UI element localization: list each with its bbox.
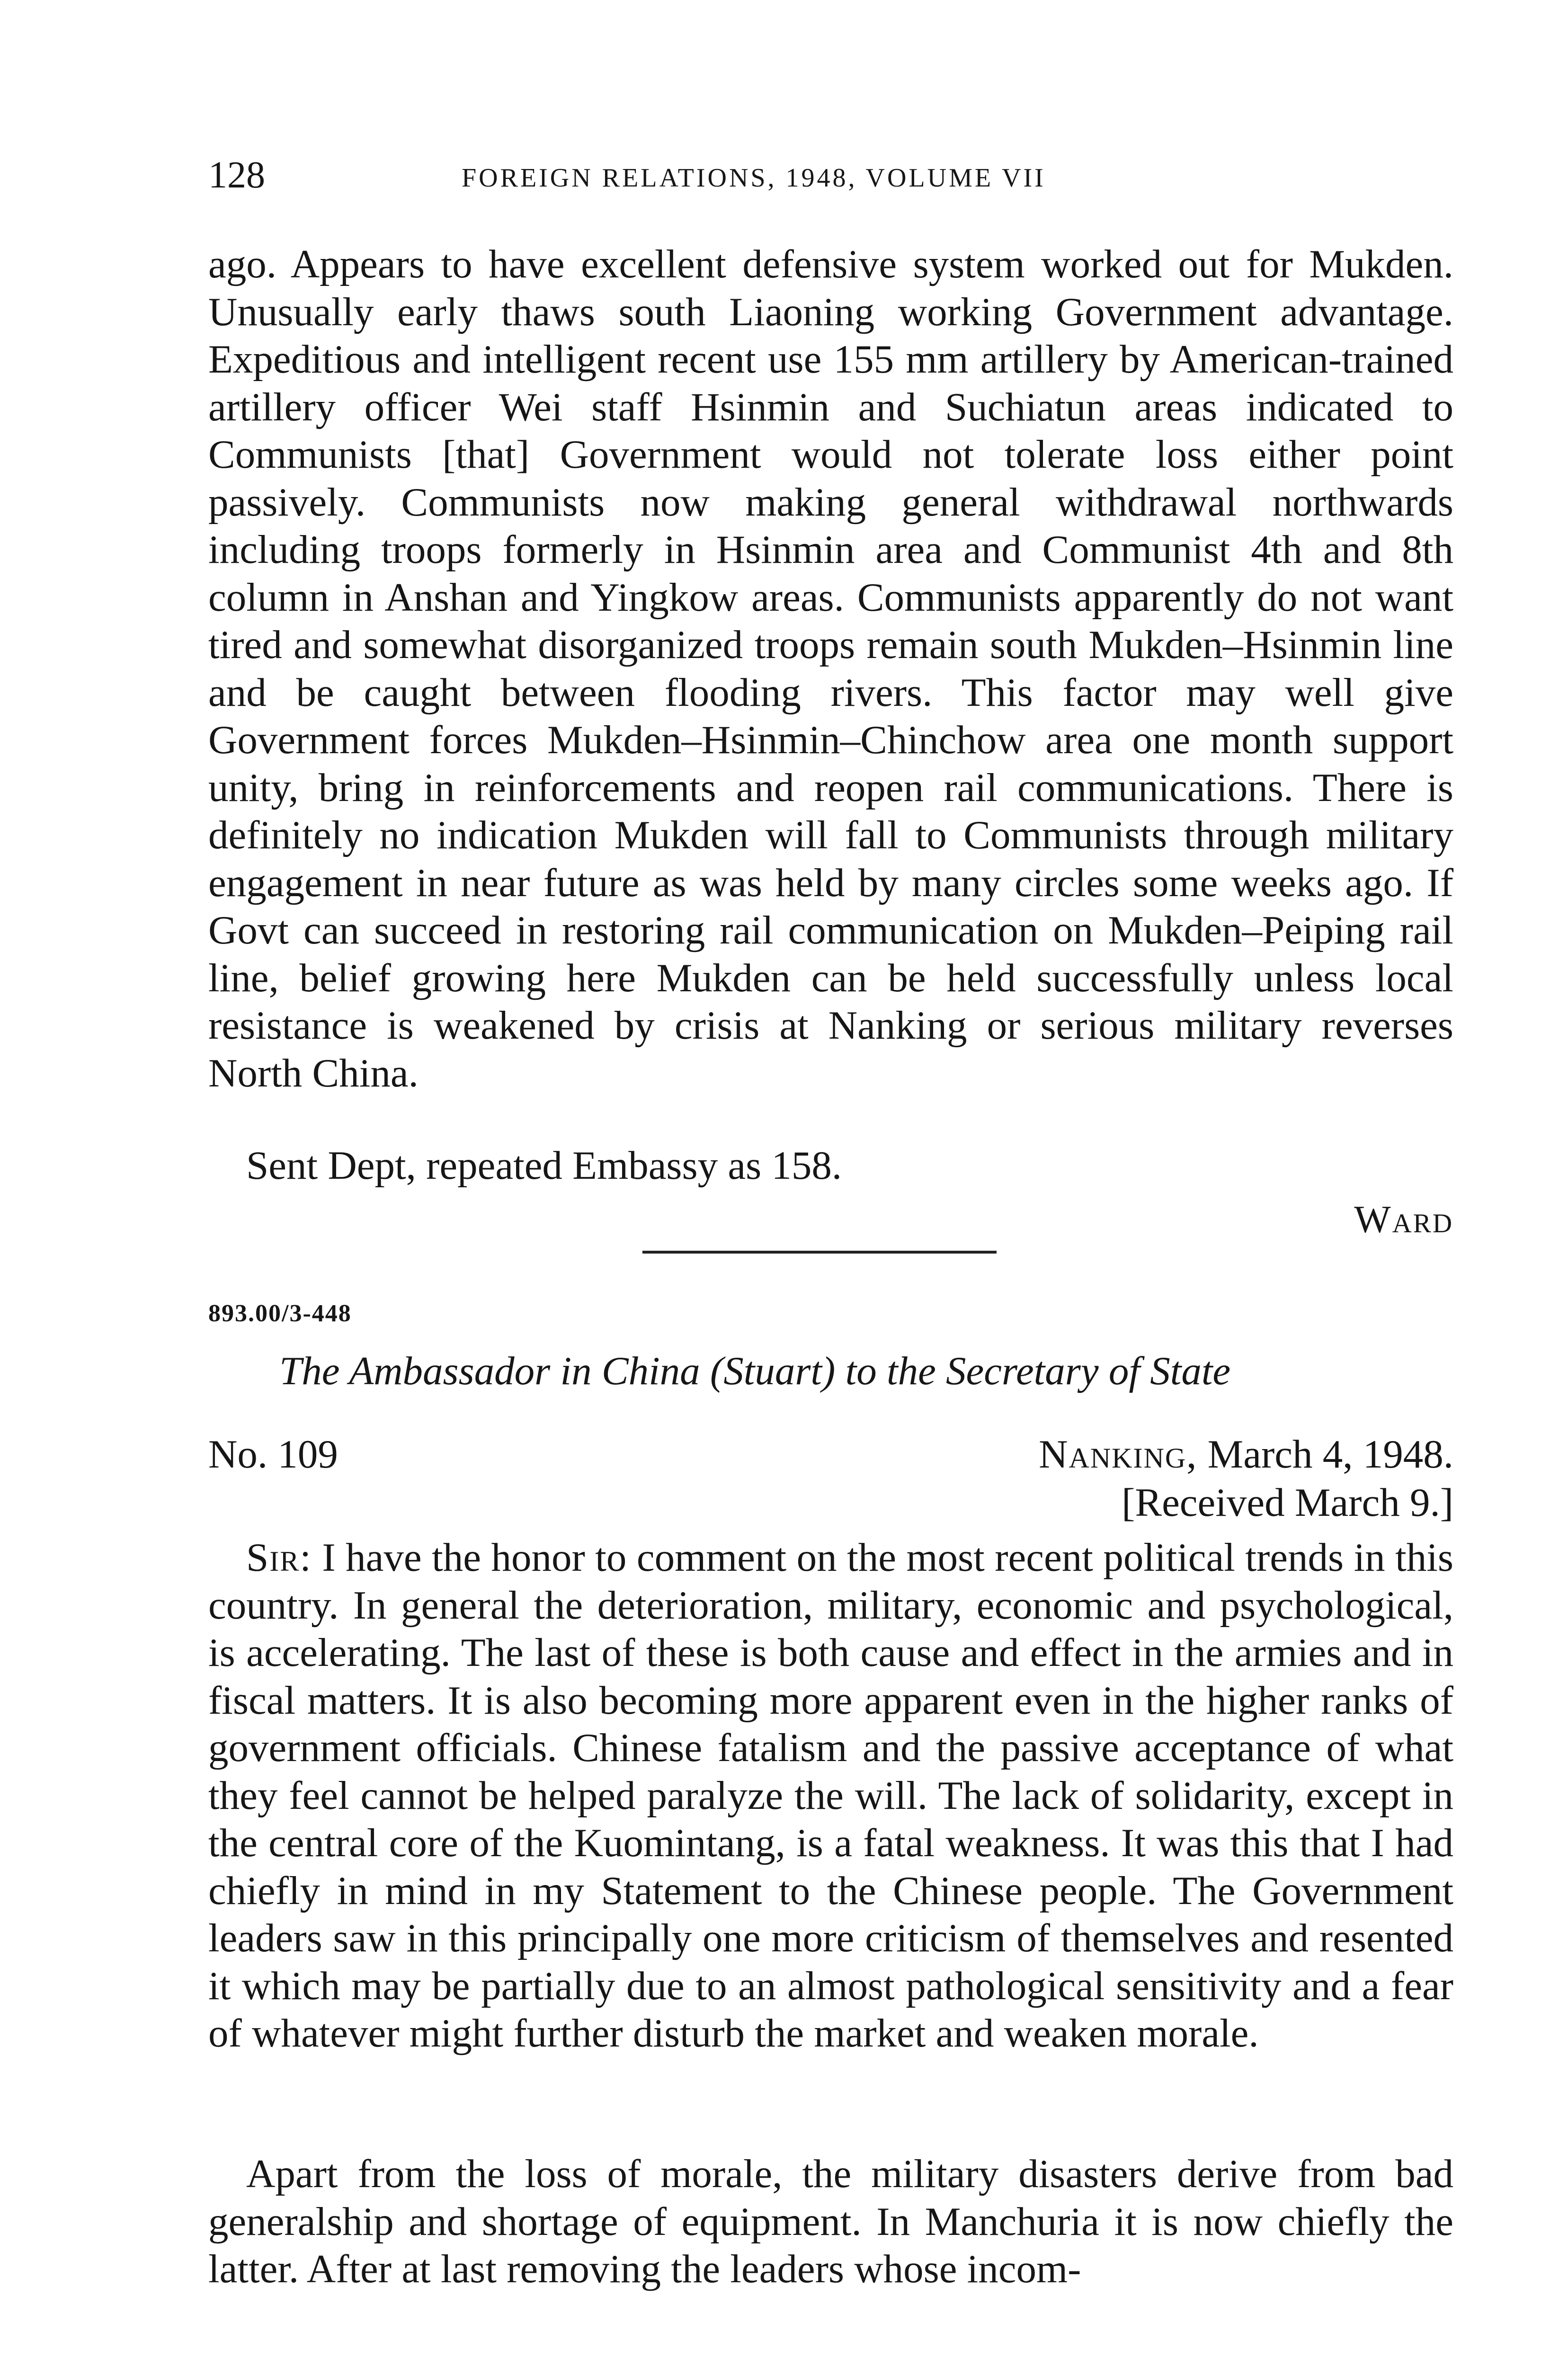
continued-paragraph: ago. Appears to have excellent defensive system worked out for Mukden. Unusually early thaws south Liaoning working Government advantage. Expeditious and intelligent recent use 155 mm artillery by American-trained artillery officer Wei staff Hsinmin and Suchiatun areas indicated to Communists [that] Government would not tolerate loss either point passively. Communists now making general withdrawal northwards including troops formerly in Hsinmin area and Communist 4th and 8th column in Anshan and Yingkow areas. Communists apparently do not want tired and somewhat disorganized troops remain south Mukden–Hsinmin line and be caught between flooding rivers. This factor may well give Government forces Mukden–Hsinmin–Chinchow area one month support unity, bring in reinforcements and reopen rail communications. There is definitely no indication Mukden will fall to Communists through military engagement in near future as was held by many circles some weeks ago. If Govt can succeed in restoring rail communication on Mukden–Peiping rail line, belief growing here Mukden can be held successfully unless local resistance is weakened by crisis at Nanking or serious military reverses North China. bbox=[208, 242, 1453, 1095]
dateline-place: Nanking, bbox=[1039, 1432, 1198, 1477]
page-header bbox=[208, 151, 1463, 204]
running-head: FOREIGN RELATIONS, 1948, VOLUME VII bbox=[462, 163, 1046, 193]
document-title: The Ambassador in China (Stuart) to the Secretary of State bbox=[279, 1349, 1231, 1393]
section-divider bbox=[642, 1251, 997, 1254]
sent-line: Sent Dept, repeated Embassy as 158. bbox=[246, 1143, 842, 1188]
letter-paragraph-1-text: I have the honor to comment on the most recent political trends in this country. In general the deterioration, military, economic and psychological, is accelerating. The last of these is both cause and effect in the armies and in fiscal matters. It is also becoming more apparent even in the higher ranks of government officials. Chinese fatalism and the passive acceptance of what they feel cannot be helped paralyze the will. The lack of solidarity, except in the central core of the Kuomintang, is a fatal weakness. It was this that I had chiefly in mind in my Statement to the Chinese people. The Government leaders saw in this principally one more criticism of themselves and resented it which may be partially due to an almost pathological sensitivity and a fear of whatever might further disturb the market and weaken morale. bbox=[208, 1535, 1453, 2056]
dateline bbox=[1039, 1431, 1453, 1478]
document-number: No. 109 bbox=[208, 1432, 338, 1477]
page-number: 128 bbox=[208, 154, 265, 196]
letter-paragraph-1 bbox=[208, 1534, 1453, 2057]
file-number: 893.00/3-448 bbox=[208, 1300, 352, 1327]
salutation: Sir: bbox=[246, 1535, 312, 1580]
letter-paragraph-2: Apart from the loss of morale, the military disasters derive from bad generalship and shortage of equipment. In Manchuria it is now chiefly the latter. After at last removing the leaders whose incom- bbox=[208, 2152, 1453, 2291]
received-date: [Received March 9.] bbox=[1122, 1480, 1453, 1525]
signature: Ward bbox=[1354, 1198, 1453, 1241]
dateline-date: March 4, 1948. bbox=[1197, 1432, 1453, 1477]
